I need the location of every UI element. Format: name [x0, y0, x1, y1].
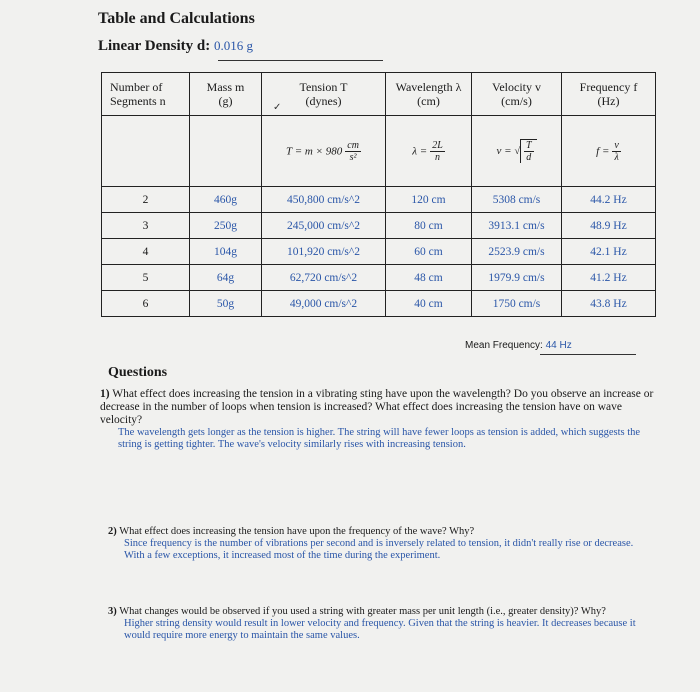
formula-cell-empty-1	[102, 116, 190, 187]
formula-tension: T = m × 980 $\frac{cm}{\text{s²}}$	[262, 116, 386, 187]
cell-n: 4	[102, 239, 190, 265]
questions-heading: Questions	[108, 365, 168, 380]
cell-tension: 245,000 cm/s^2	[262, 213, 386, 239]
cell-frequency: 41.2 Hz	[562, 265, 656, 291]
cell-velocity: 1750 cm/s	[472, 291, 562, 317]
cell-n: 6	[102, 291, 190, 317]
mean-underline	[540, 354, 636, 355]
question-2	[108, 525, 653, 562]
formula-cell-empty-2	[190, 116, 262, 187]
cell-velocity: 3913.1 cm/s	[472, 213, 562, 239]
linear-density	[98, 38, 253, 55]
table-row	[102, 239, 656, 265]
cell-tension: 62,720 cm/s^2	[262, 265, 386, 291]
cell-mass: 64g	[190, 265, 262, 291]
formula-wavelength: λ = $\frac{2L}{n}$	[386, 116, 472, 187]
cell-wavelength: 120 cm	[386, 187, 472, 213]
cell-velocity: 1979.9 cm/s	[472, 265, 562, 291]
formula-frequency: f = $\frac{v}{\lambda}$	[562, 116, 656, 187]
page-title: Table and Calculations	[98, 10, 255, 27]
density-underline	[218, 60, 383, 61]
cell-mass: 460g	[190, 187, 262, 213]
table-row	[102, 265, 656, 291]
cell-wavelength: 48 cm	[386, 265, 472, 291]
header-mass: Mass m (g)	[190, 73, 262, 116]
cell-tension: 49,000 cm/s^2	[262, 291, 386, 317]
cell-mass: 50g	[190, 291, 262, 317]
cell-mass: 250g	[190, 213, 262, 239]
question-number: 2)	[108, 526, 117, 537]
header-segments: Number of Segments n	[102, 73, 190, 116]
cell-n: 2	[102, 187, 190, 213]
check-mark-icon: ✓	[273, 102, 282, 113]
table-header-row	[102, 73, 656, 116]
cell-mass: 104g	[190, 239, 262, 265]
cell-wavelength: 60 cm	[386, 239, 472, 265]
linear-density-label: Linear Density d:	[98, 38, 211, 54]
header-velocity: Velocity v (cm/s)	[472, 73, 562, 116]
cell-frequency: 48.9 Hz	[562, 213, 656, 239]
cell-wavelength: 80 cm	[386, 213, 472, 239]
linear-density-value: 0.016 g	[213, 38, 253, 53]
answer-text: Since frequency is the number of vibrations per second and is inversely related to tension, it didn't really rise or decrease. With a few exceptions, it increased most of the time during the experiment.	[124, 538, 634, 561]
question-text: What effect does increasing the tension have upon the frequency of the wave? Why?	[119, 526, 475, 537]
formula-velocity: v = √ $\frac{T}{d}$	[472, 116, 562, 187]
question-text: What effect does increasing the tension in a vibrating sting have upon the wavelength? Do you observe an increase or decrease in the number of loops when tension is increased? What effect does increasing the tension have on wave velocity?	[100, 388, 654, 426]
header-frequency: Frequency f (Hz)	[562, 73, 656, 116]
cell-n: 3	[102, 213, 190, 239]
question-3	[108, 605, 653, 642]
question-1	[100, 388, 660, 451]
mean-frequency-label: Mean Frequency:	[465, 340, 543, 351]
cell-n: 5	[102, 265, 190, 291]
question-number: 3)	[108, 606, 117, 617]
cell-frequency: 42.1 Hz	[562, 239, 656, 265]
header-wavelength: Wavelength λ (cm)	[386, 73, 472, 116]
table-row	[102, 187, 656, 213]
answer-text: Higher string density would result in lower velocity and frequency. Given that the string is heavier. It decreases because it would require more energy to maintain the same values.	[124, 618, 636, 641]
data-table	[101, 72, 656, 317]
answer-text: The wavelength gets longer as the tension is higher. The string will have fewer loops as tension is added, which suggests the string is getting tighter. The wave's velocity similarly rises with increasing tension.	[118, 427, 641, 450]
table-row	[102, 213, 656, 239]
table-row	[102, 291, 656, 317]
cell-tension: 101,920 cm/s^2	[262, 239, 386, 265]
question-number: 1)	[100, 388, 110, 400]
question-text: What changes would be observed if you used a string with greater mass per unit length (i.e., greater density)? Why?	[119, 606, 606, 617]
mean-frequency	[465, 340, 572, 351]
cell-velocity: 2523.9 cm/s	[472, 239, 562, 265]
header-tension: Tension T (dynes)	[262, 73, 386, 116]
cell-frequency: 43.8 Hz	[562, 291, 656, 317]
sqrt-symbol-icon: √ $\frac{T}{d}$	[515, 139, 537, 163]
cell-velocity: 5308 cm/s	[472, 187, 562, 213]
cell-frequency: 44.2 Hz	[562, 187, 656, 213]
mean-frequency-value: 44 Hz	[545, 340, 572, 351]
cell-wavelength: 40 cm	[386, 291, 472, 317]
formula-row	[102, 116, 656, 187]
cell-tension: 450,800 cm/s^2	[262, 187, 386, 213]
